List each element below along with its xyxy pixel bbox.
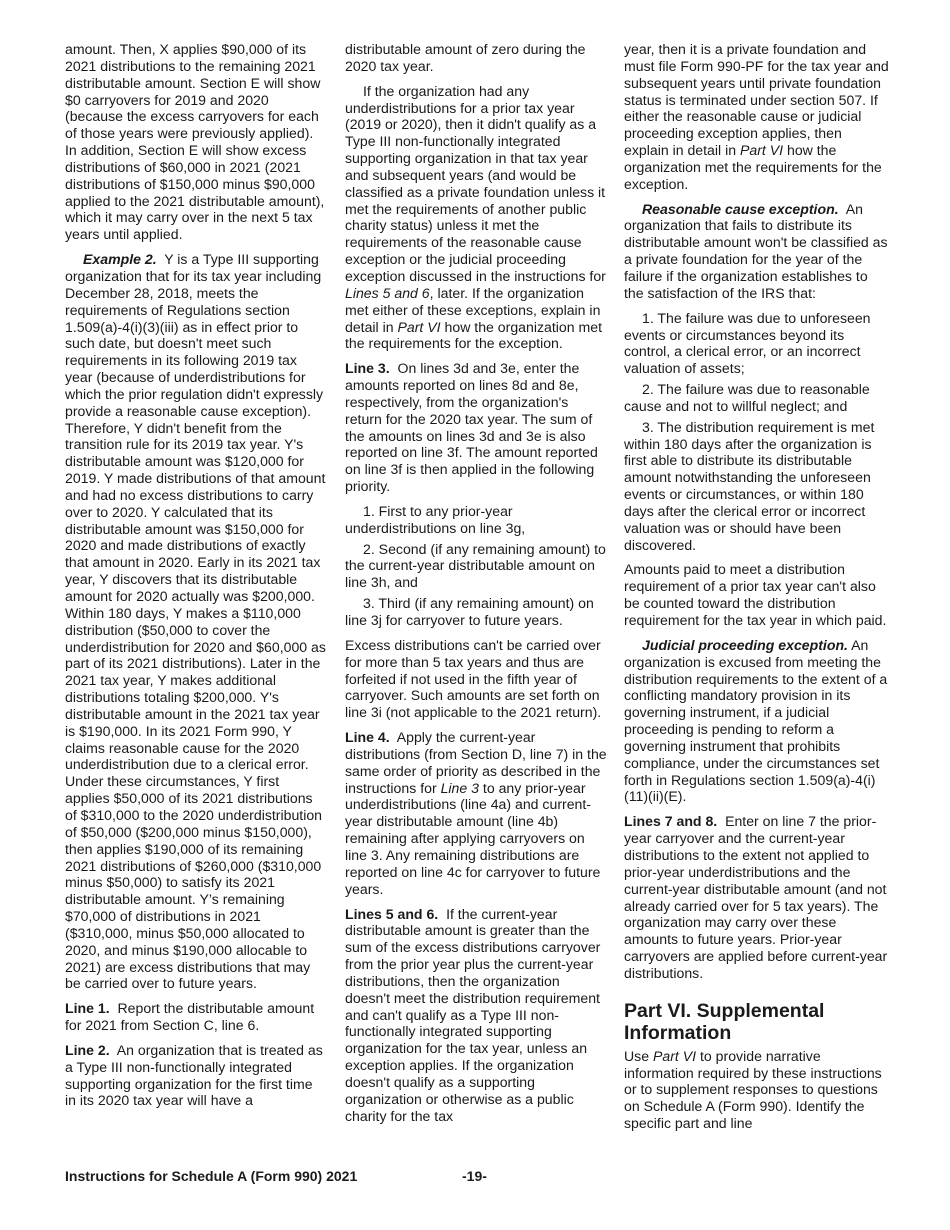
cross-reference: Part VI <box>653 1047 697 1064</box>
cross-reference: Lines 5 and 6 <box>345 284 430 301</box>
list-item: 2. The failure was due to reasonable cause and not to willful neglect; and <box>624 381 870 414</box>
column-left <box>65 41 327 1117</box>
list-item: 1. The failure was due to unforeseen events or circumstances beyond its control, a clerical error, or an incorrect valuation of assets; <box>624 309 871 377</box>
list-item: 3. Third (if any remaining amount) on line 3j for carryover to future years. <box>345 595 594 628</box>
cross-reference: Line 3 <box>440 779 479 796</box>
column-middle <box>345 41 607 1132</box>
page-number: -19- <box>462 1168 487 1184</box>
lines-5-6-instructions: Lines 5 and 6. If the current-year distributable amount is greater than the sum of the excess distributions carryover from the prior year plus the current-year distributions, then the organization doesn't meet the distribution requirement and can't qualify as a Type III non-functionally integrated supporting organization for the tax year, unless an exception applies. If the organization doesn't qualify as a supporting organization or otherwise as a public charity for the tax <box>345 905 601 1124</box>
lines-5-6-heading: Lines 5 and 6. <box>345 905 439 922</box>
paragraph: Excess distributions can't be carried over for more than 5 tax years and thus are forfeited if not used in the fifth year of carryover. Such amounts are set forth on line 3i (not applicable to the 2021 return). <box>345 636 602 721</box>
part-vi-heading: Part VI. Supplemental Information <box>624 999 825 1045</box>
list-item: 3. The distribution requirement is met within 180 days after the organization is first able to distribute its distributable amount notwithstanding the unforeseen events or circumstances, or within 180 days after the clerical error or incorrect valuation was or should have been discovered. <box>624 418 875 553</box>
example-2-heading: Example 2. <box>83 251 157 268</box>
footer-title: Instructions for Schedule A (Form 990) 2021 <box>65 1168 358 1184</box>
paragraph: Use Part VI to provide narrative information required by these instructions or to supplement responses to questions on Schedule A (Form 990). Identify the specific part and line <box>624 1047 882 1132</box>
line-2-instructions: Line 2. An organization that is treated as a Type III non-functionally integrated supporting organization for the first time in its 2020 tax year will have a <box>65 1041 323 1109</box>
paragraph: If the organization had any underdistributions for a prior tax year (2019 or 2020), then it didn't qualify as a Type III non-functionally integrated supporting organization in that tax year and subsequent years (and would be classified as a private foundation unless it met the requirements of another public charity status) unless it met the requirements of the reasonable cause exception or the judicial proceeding exception discussed in the instructions for Lines 5 and 6, later. If the organization met either of these exceptions, explain in detail in Part VI how the organization met the requirements for the exception. <box>345 82 606 352</box>
line-4-heading: Line 4. <box>345 729 390 746</box>
list-item: 2. Second (if any remaining amount) to the current-year distributable amount on line 3h, and <box>345 540 606 591</box>
list-item: 1. First to any prior-year underdistributions on line 3g, <box>345 502 526 536</box>
paragraph: distributable amount of zero during the 2020 tax year. <box>345 41 586 74</box>
lines-7-8-heading: Lines 7 and 8. <box>624 813 718 830</box>
paragraph: amount. Then, X applies $90,000 of its 2021 distributions to the remaining 2021 distributable amount. Section E will show $0 carryovers for 2019 and 2020 (because the excess carryovers for each of those years were previously applied). In addition, Section E will show excess distributions of $60,000 in 2021 (2021 distributions of $150,000 minus $90,000 applied to the 2021 distributable amount), which it may carry over in the next 5 tax years until applied. <box>65 41 325 243</box>
line-2-heading: Line 2. <box>65 1041 110 1058</box>
column-right <box>624 41 890 1140</box>
lines-7-8-instructions: Lines 7 and 8. Enter on line 7 the prior-year carryover and the current-year distributions to the extent not applied to prior-year underdistributions and the current-year distributable amount (and not already carried over for 5 tax years). The organization may carry over these amounts to future years. Prior-year carryovers are applied before current-year distributions. <box>624 813 888 981</box>
line-3-heading: Line 3. <box>345 360 390 377</box>
reasonable-cause-exception: Reasonable cause exception. An organization that fails to distribute its distributable amount won't be classified as a private foundation for the year of the failure if the organization establishes to the satisfaction of the IRS that: <box>624 200 888 301</box>
judicial-proceeding-heading: Judicial proceeding exception. <box>642 636 848 653</box>
example-2: Example 2. Y is a Type III supporting organization that for its tax year including December 28, 2018, meets the requirements of Regulations section 1.509(a)-4(i)(3)(iii) as in effect prior to such date, but doesn't meet such requirements in its following 2019 tax year (because of underdistributions for which the prior regulation didn't expressly provide a reasonable cause exception). Therefore, Y didn't benefit from the transition rule for its 2019 tax year. Y's distributable amount was $120,000 for 2019. Y made distributions of that amount and had no excess distributions to carry over to 2020. Y calculated that its distributable amount was $150,000 for 2020 and made distributions of exactly that amount in 2020. Early in its 2021 tax year, Y discovers that its distributable amount for 2020 actually was $200,000. Within 180 days, Y makes a $110,000 distribution ($50,000 to cover the underdistribution for 2020 and $60,000 as part of its 2021 distributions). Later in the 2021 tax year, Y makes additional distributions totaling $200,000. Y's distributable amount in the 2021 tax year is $190,000. In its 2021 Form 990, Y claims reasonable cause for the 2020 underdistribution due to a clerical error. Under these circumstances, Y first applies $50,000 of its 2021 distributions of $310,000 to the 2020 underdistribution of $50,000 ($200,000 minus $150,000), then applies $190,000 of its remaining 2021 distributions of $260,000 ($310,000 minus $50,000) to satisfy its 2021 distributable amount. Y’s remaining $70,000 of distributions in 2021 ($310,000, minus $50,000 allocated to 2020, and minus $190,000 allocable to 2021) are excess distributions that may be carried over to future years. <box>65 251 326 992</box>
cross-reference: Part VI <box>397 318 441 335</box>
line-1-instructions: Line 1. Report the distributable amount for 2021 from Section C, line 6. <box>65 1000 315 1034</box>
line-3-instructions: Line 3. On lines 3d and 3e, enter the amounts reported on lines 8d and 8e, respectively, from the organization's return for the 2020 tax year. The sum of the amounts on lines 3d and 3e is also reported on line 3f. The amount reported on line 3f is then applied in the following priority. <box>345 360 598 495</box>
judicial-proceeding-exception: Judicial proceeding exception. An organization is excused from meeting the distribution requirements to the extent of a conflicting mandatory provision in its governing instrument, if a judicial proceeding is pending to reform a governing instrument that prohibits compliance, under the circumstances set forth in Regulations section 1.509(a)-4(i)(11)(ii)(E). <box>624 636 888 805</box>
cross-reference: Part VI <box>739 142 784 159</box>
reasonable-cause-heading: Reasonable cause exception. <box>642 200 839 217</box>
line-4-instructions: Line 4. Apply the current-year distributions (from Section D, line 7) in the same order of priority as described in the instructions for Line 3 to any prior-year underdistributions (line 4a) and current-year distributable amount (line 4b) remaining after applying carryovers on line 3. Any remaining distributions are reported on line 4c for carryover to future years. <box>345 729 607 897</box>
paragraph: year, then it is a private foundation and must file Form 990-PF for the tax year and subsequent years until private foundation status is terminated under section 507. If either the reasonable cause or judicial proceeding exception applies, then explain in detail in Part VI how the organization met the requirements for the exception. <box>624 41 889 192</box>
line-1-heading: Line 1. <box>65 1000 110 1017</box>
paragraph: Amounts paid to meet a distribution requirement of a prior tax year can't also be counted toward the distribution requirement for the tax year in which paid. <box>624 561 887 628</box>
